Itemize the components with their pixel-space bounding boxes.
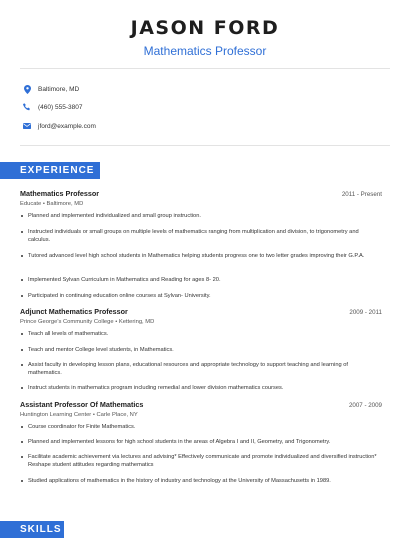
job-employer-line bbox=[20, 319, 382, 325]
job-location: Carle Place, NY bbox=[96, 412, 138, 418]
job-bullet: Teach all levels of mathematics. bbox=[20, 330, 382, 338]
job-bullet: Instructed individuals or small groups on multiple levels of mathematics ranging from multiplication and division, to trigonometry and calculus. bbox=[20, 228, 382, 244]
job-bullet-list bbox=[20, 423, 382, 431]
experience-section-heading: EXPERIENCE bbox=[0, 162, 100, 179]
separator-dot: • bbox=[42, 201, 47, 207]
contact-email[interactable] bbox=[22, 121, 96, 131]
job-location: Kettering, MD bbox=[118, 319, 155, 325]
job-bullet-list bbox=[20, 477, 382, 485]
job-employer: Huntington Learning Center bbox=[20, 412, 92, 418]
job-bullet-list bbox=[20, 346, 382, 354]
contact-divider bbox=[20, 145, 390, 146]
job-bullet: Assist faculty in developing lesson plans, educational resources and appropriate technology to support teaching and learning of mathematics. bbox=[20, 361, 382, 377]
job-employer: Prince George's Community College bbox=[20, 319, 114, 325]
job-entry bbox=[20, 400, 382, 418]
job-location: Baltimore, MD bbox=[46, 201, 84, 207]
job-bullet: Implemented Sylvan Curriculum in Mathematics and Reading for ages 8- 20. bbox=[20, 276, 382, 284]
separator-dot: • bbox=[115, 319, 119, 325]
candidate-name: JASON FORD bbox=[130, 17, 280, 39]
job-bullet: Facilitate academic achievement via lectures and advising* Effectively communicate and promote individualized and diversified instruction* Reshape student attitudes regarding mathematics bbox=[20, 453, 382, 469]
job-bullet: Course coordinator for Finite Mathematics. bbox=[20, 423, 382, 431]
contact-email-text[interactable]: jford@example.com bbox=[38, 122, 96, 130]
contact-location-text: Baltimore, MD bbox=[38, 85, 80, 93]
job-bullet: Studied applications of mathematics in the history of industry and technology at the University of Massachusetts in 1989. bbox=[20, 477, 382, 485]
job-bullet-list bbox=[20, 292, 382, 300]
job-title: Assistant Professor Of Mathematics bbox=[20, 400, 144, 409]
job-dates: 2009 - 2011 bbox=[349, 309, 382, 316]
mail-icon bbox=[22, 121, 32, 131]
job-bullet-list bbox=[20, 438, 382, 446]
job-bullet: Tutored advanced level high school students in Mathematics helping students progress one to two letter grades improving their G.P.A. bbox=[20, 252, 382, 260]
job-title: Mathematics Professor bbox=[20, 189, 100, 198]
job-bullet: Planned and implemented individualized and small group instruction. bbox=[20, 212, 382, 220]
job-employer-line bbox=[20, 412, 382, 418]
separator-dot: • bbox=[92, 412, 97, 418]
candidate-role: Mathematics Professor bbox=[143, 44, 267, 58]
job-bullet-list bbox=[20, 384, 382, 392]
job-bullet: Teach and mentor College level students, in Mathematics. bbox=[20, 346, 382, 354]
resume-header bbox=[0, 0, 410, 58]
job-entry bbox=[20, 307, 382, 325]
contact-location bbox=[22, 84, 79, 94]
job-bullet-list bbox=[20, 276, 382, 284]
job-title: Adjunct Mathematics Professor bbox=[20, 307, 128, 316]
job-bullet-list bbox=[20, 361, 382, 377]
header-divider bbox=[20, 68, 390, 69]
contact-phone-text: (460) 555-3807 bbox=[38, 103, 83, 111]
phone-icon bbox=[22, 102, 32, 112]
job-employer: Educate bbox=[20, 201, 42, 207]
job-bullet-list bbox=[20, 252, 382, 260]
job-employer-line bbox=[20, 201, 382, 207]
job-bullet-list bbox=[20, 212, 382, 220]
job-bullet-list bbox=[20, 228, 382, 244]
job-bullet: Participated in continuing education online courses at Sylvan- University. bbox=[20, 292, 382, 300]
job-bullet-list bbox=[20, 453, 382, 469]
job-entry bbox=[20, 189, 382, 207]
job-bullet: Planned and implemented lessons for high school students in the areas of Algebra I and II, Geometry, and Trigonometry. bbox=[20, 438, 382, 446]
skills-section-heading: SKILLS bbox=[0, 521, 64, 538]
job-bullet-list bbox=[20, 330, 382, 338]
job-dates: 2007 - 2009 bbox=[348, 402, 382, 409]
job-dates: 2011 - Present bbox=[341, 191, 382, 198]
job-bullet: Instruct students in mathematics program including remedial and lower division mathematics courses. bbox=[20, 384, 382, 392]
location-pin-icon bbox=[22, 84, 32, 94]
contact-phone bbox=[22, 102, 82, 112]
